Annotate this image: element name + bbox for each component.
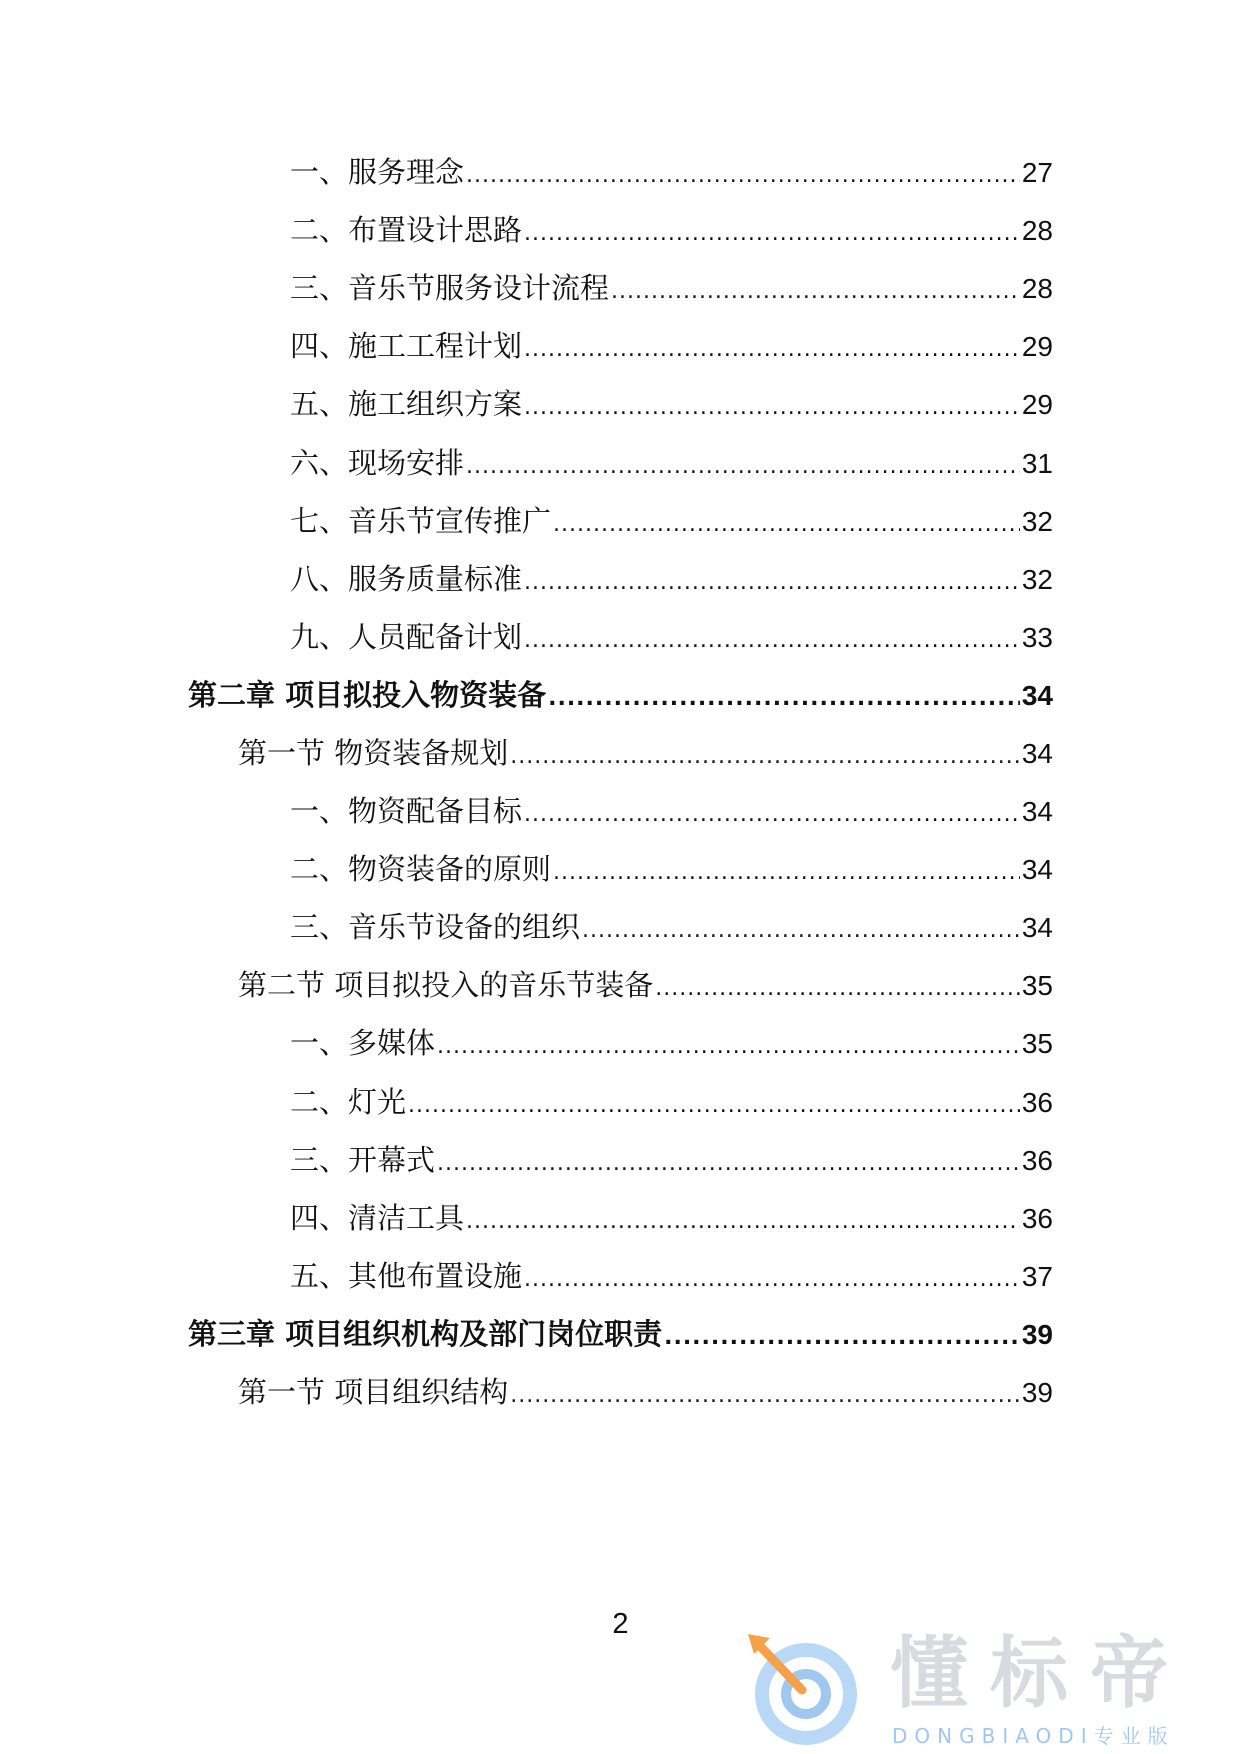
toc-entry-page: 35 <box>1021 970 1053 1001</box>
watermark-brand-subtitle: DONGBIAODI专业版 <box>892 1724 1175 1748</box>
toc-entry-title: 一、服务理念 <box>290 155 465 189</box>
toc-entry-page: 32 <box>1021 506 1053 537</box>
toc-leader-dots <box>553 853 1020 893</box>
toc-entry[interactable] <box>290 617 1053 657</box>
toc-section-entry[interactable] <box>238 733 1053 773</box>
toc-entry-title: 四、清洁工具 <box>290 1201 465 1235</box>
watermark <box>740 1624 1220 1750</box>
watermark-brand-name: 懂标帝 <box>890 1629 1191 1719</box>
toc-entry-page: 39 <box>1021 1377 1053 1408</box>
toc-entry-page: 35 <box>1021 1028 1053 1059</box>
toc-entry[interactable] <box>290 849 1053 889</box>
toc-leader-dots <box>510 1376 1020 1416</box>
toc-entry[interactable] <box>290 559 1053 599</box>
toc-entry[interactable] <box>290 791 1053 831</box>
target-arrow-icon <box>740 1624 866 1750</box>
toc-entry-title: 二、布置设计思路 <box>290 213 523 247</box>
toc-entry[interactable] <box>290 384 1053 424</box>
toc-entry-page: 36 <box>1021 1087 1053 1118</box>
toc-leader-dots <box>510 737 1020 777</box>
toc-chapter-entry[interactable] <box>188 675 1053 715</box>
toc-entry[interactable] <box>290 501 1053 541</box>
toc-leader-dots <box>524 795 1020 835</box>
toc-entry-title: 三、音乐节服务设计流程 <box>290 271 610 305</box>
toc-entry-title: 二、物资装备的原则 <box>290 852 552 886</box>
toc-leader-dots <box>466 1202 1020 1242</box>
toc-leader-dots <box>655 969 1020 1009</box>
toc-leader-dots <box>524 388 1020 428</box>
toc-entry[interactable] <box>290 1198 1053 1238</box>
toc-entry-page: 27 <box>1021 157 1053 188</box>
toc-leader-dots <box>524 1260 1020 1300</box>
toc-entry-page: 34 <box>1021 854 1053 885</box>
toc-entry-title: 第二节 项目拟投入的音乐节装备 <box>238 968 654 1002</box>
toc-entry-page: 34 <box>1021 796 1053 827</box>
toc-entry-page: 39 <box>1021 1319 1053 1350</box>
toc-entry[interactable] <box>290 1256 1053 1296</box>
toc-entry-title: 第二章 项目拟投入物资装备 <box>188 678 547 712</box>
toc-entry[interactable] <box>290 443 1053 483</box>
toc-entry[interactable] <box>290 268 1053 308</box>
toc-leader-dots <box>466 447 1020 487</box>
toc-leader-dots <box>437 1144 1020 1184</box>
toc-chapter-entry[interactable] <box>188 1314 1053 1354</box>
toc-entry-page: 34 <box>1021 738 1053 769</box>
toc-entry[interactable] <box>290 1023 1053 1063</box>
toc-entry-title: 第三章 项目组织机构及部门岗位职责 <box>188 1317 663 1351</box>
toc-entry-title: 九、人员配备计划 <box>290 620 523 654</box>
toc-leader-dots <box>553 505 1020 545</box>
toc-entry-page: 34 <box>1021 912 1053 943</box>
toc-entry-page: 29 <box>1021 331 1053 362</box>
toc-entry-page: 28 <box>1021 215 1053 246</box>
toc-entry-page: 31 <box>1021 448 1053 479</box>
page-number: 2 <box>612 1608 629 1640</box>
toc-entry-title: 三、音乐节设备的组织 <box>290 910 581 944</box>
toc-entry-title: 二、灯光 <box>290 1085 407 1119</box>
toc-leader-dots <box>466 156 1020 196</box>
toc-entry-title: 三、开幕式 <box>290 1143 436 1177</box>
toc-entry[interactable] <box>290 210 1053 250</box>
toc-entry-page: 29 <box>1021 389 1053 420</box>
toc-entry-page: 34 <box>1021 680 1053 711</box>
toc-entry-page: 37 <box>1021 1261 1053 1292</box>
toc-leader-dots <box>611 272 1020 312</box>
toc-leader-dots <box>664 1318 1020 1358</box>
toc-leader-dots <box>524 563 1020 603</box>
toc-entry[interactable] <box>290 1082 1053 1122</box>
toc-entry-page: 33 <box>1021 622 1053 653</box>
toc-entry-title: 八、服务质量标准 <box>290 562 523 596</box>
toc-entry-title: 五、其他布置设施 <box>290 1259 523 1293</box>
toc-entry-page: 32 <box>1021 564 1053 595</box>
toc-entry-page: 36 <box>1021 1145 1053 1176</box>
toc-section-entry[interactable] <box>238 1372 1053 1412</box>
toc-entry-title: 六、现场安排 <box>290 446 465 480</box>
toc-section-entry[interactable] <box>238 965 1053 1005</box>
toc-leader-dots <box>548 679 1020 719</box>
toc-entry-title: 一、多媒体 <box>290 1026 436 1060</box>
toc-entry[interactable] <box>290 152 1053 192</box>
toc-entry-page: 36 <box>1021 1203 1053 1234</box>
toc-entry-title: 四、施工工程计划 <box>290 329 523 363</box>
toc-entry[interactable] <box>290 1140 1053 1180</box>
toc-entry-page: 28 <box>1021 273 1053 304</box>
toc-entry-title: 七、音乐节宣传推广 <box>290 504 552 538</box>
toc-leader-dots <box>524 330 1020 370</box>
toc-leader-dots <box>408 1086 1020 1126</box>
toc-leader-dots <box>437 1027 1020 1067</box>
toc-entry-title: 第一节 物资装备规划 <box>238 736 509 770</box>
toc-entry[interactable] <box>290 326 1053 366</box>
toc-leader-dots <box>582 911 1020 951</box>
toc-entry-title: 五、施工组织方案 <box>290 387 523 421</box>
toc-entry-title: 第一节 项目组织结构 <box>238 1375 509 1409</box>
toc-leader-dots <box>524 621 1020 661</box>
toc-leader-dots <box>524 214 1020 254</box>
toc-entry[interactable] <box>290 907 1053 947</box>
toc-entry-title: 一、物资配备目标 <box>290 794 523 828</box>
